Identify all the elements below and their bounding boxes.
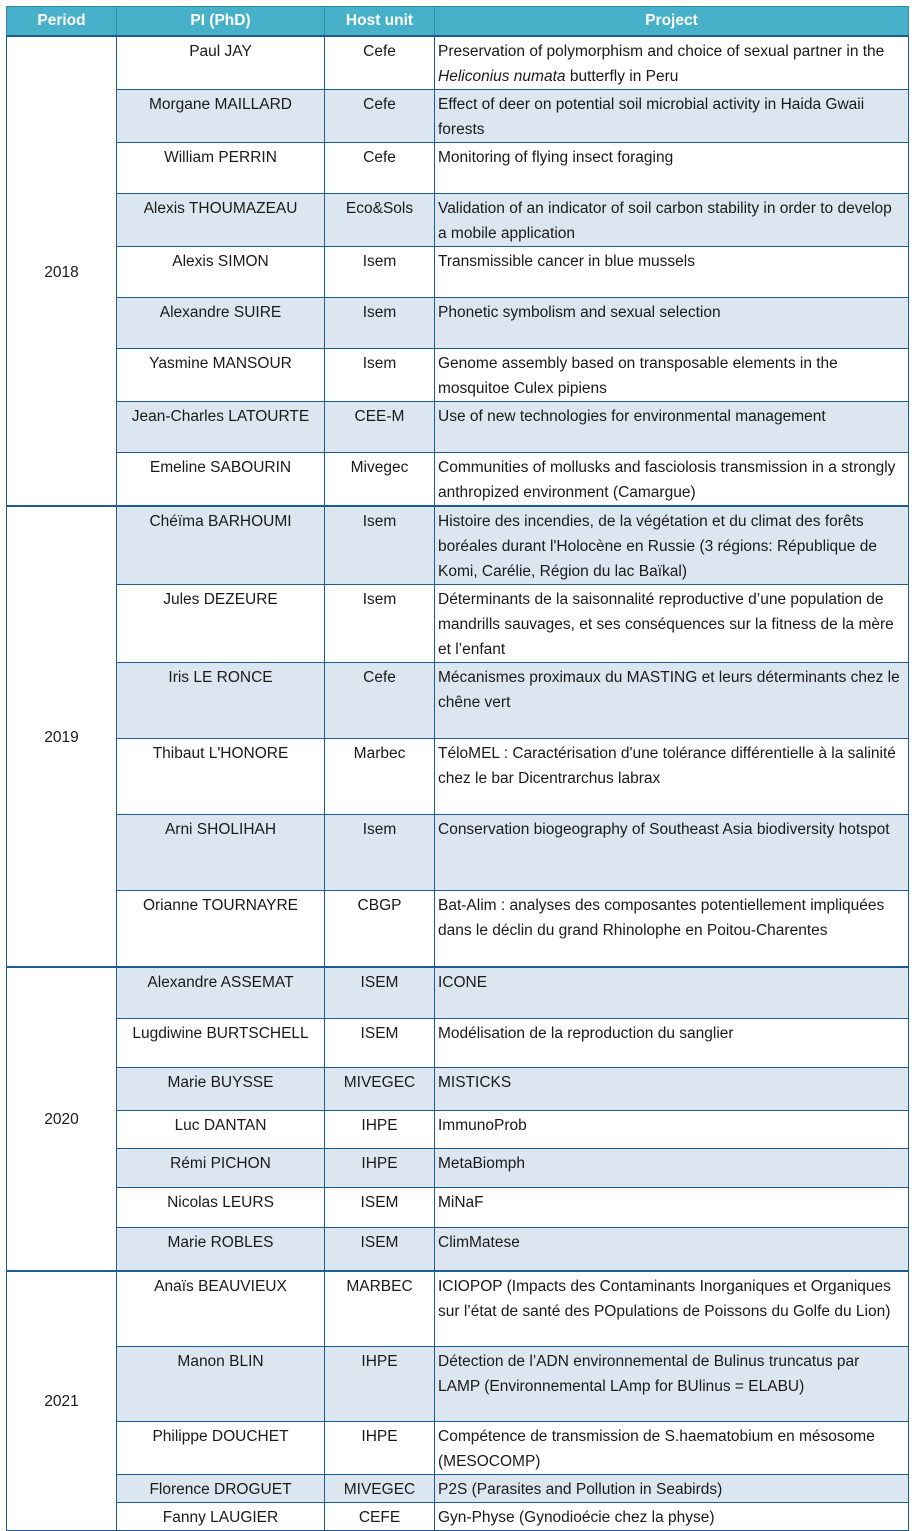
- project-cell: P2S (Parasites and Pollution in Seabirds): [435, 1475, 909, 1503]
- table-row: [7, 1019, 909, 1068]
- table-row: [7, 1271, 909, 1347]
- table-row: [7, 967, 909, 1019]
- table-row: [7, 453, 909, 507]
- host-unit-cell: CBGP: [325, 891, 435, 967]
- pi-cell: Jules DEZEURE: [117, 585, 325, 663]
- host-unit-cell: MIVEGEC: [325, 1475, 435, 1503]
- project-cell: ICONE: [435, 967, 909, 1019]
- table-row: [7, 298, 909, 349]
- host-unit-cell: MIVEGEC: [325, 1068, 435, 1111]
- table-row: [7, 1188, 909, 1228]
- table-row: [7, 1228, 909, 1271]
- project-cell: Monitoring of flying insect foraging: [435, 143, 909, 194]
- period-cell: 2020: [7, 967, 117, 1271]
- table-row: [7, 891, 909, 967]
- host-unit-cell: ISEM: [325, 967, 435, 1019]
- project-cell: Gyn-Physe (Gynodioécie chez la physe): [435, 1503, 909, 1531]
- pi-cell: Rémi PICHON: [117, 1149, 325, 1188]
- project-cell: Communities of mollusks and fasciolosis transmission in a strongly anthropized environment (Camargue): [435, 453, 909, 507]
- project-text: butterfly in Peru: [565, 68, 679, 85]
- pi-cell: Fanny LAUGIER: [117, 1503, 325, 1531]
- header-row: [7, 7, 909, 37]
- project-cell: Phonetic symbolism and sexual selection: [435, 298, 909, 349]
- header-project: Project: [435, 7, 909, 37]
- table-row: [7, 663, 909, 739]
- table-row: [7, 36, 909, 90]
- pi-cell: Alexandre SUIRE: [117, 298, 325, 349]
- project-cell: Conservation biogeography of Southeast Asia biodiversity hotspot: [435, 815, 909, 891]
- phd-projects-table: [6, 6, 909, 1531]
- project-cell: Compétence de transmission de S.haematobium en mésosome (MESOCOMP): [435, 1422, 909, 1475]
- pi-cell: Luc DANTAN: [117, 1111, 325, 1149]
- project-text: Preservation of polymorphism and choice of sexual partner in the: [438, 43, 885, 60]
- pi-cell: Orianne TOURNAYRE: [117, 891, 325, 967]
- pi-cell: Philippe DOUCHET: [117, 1422, 325, 1475]
- host-unit-cell: Isem: [325, 585, 435, 663]
- table-body: [7, 36, 909, 1531]
- header-host-unit: Host unit: [325, 7, 435, 37]
- pi-cell: Anaïs BEAUVIEUX: [117, 1271, 325, 1347]
- table-row: [7, 1475, 909, 1503]
- table-row: [7, 349, 909, 402]
- project-cell: Mécanismes proximaux du MASTING et leurs déterminants chez le chêne vert: [435, 663, 909, 739]
- header-period: Period: [7, 7, 117, 37]
- species-name: Heliconius numata: [438, 68, 566, 85]
- project-cell: Détection de l’ADN environnemental de Bulinus truncatus par LAMP (Environnemental LAmp for BUlinus = ELABU): [435, 1347, 909, 1422]
- period-cell: 2018: [7, 36, 117, 506]
- pi-cell: Paul JAY: [117, 36, 325, 90]
- project-cell: ClimMatese: [435, 1228, 909, 1271]
- table-row: [7, 1149, 909, 1188]
- host-unit-cell: IHPE: [325, 1347, 435, 1422]
- table-row: [7, 815, 909, 891]
- project-cell: TéloMEL : Caractérisation d'une tolérance différentielle à la salinité chez le bar Dicentrarchus labrax: [435, 739, 909, 815]
- project-cell: Validation of an indicator of soil carbon stability in order to develop a mobile application: [435, 194, 909, 247]
- host-unit-cell: Cefe: [325, 90, 435, 143]
- pi-cell: Thibaut L'HONORE: [117, 739, 325, 815]
- project-cell: Bat-Alim : analyses des composantes potentiellement impliquées dans le déclin du grand Rhinolophe en Poitou-Charentes: [435, 891, 909, 967]
- host-unit-cell: IHPE: [325, 1422, 435, 1475]
- project-cell: Déterminants de la saisonnalité reproductive d’une population de mandrills sauvages, et ses conséquences sur la fitness de la mère et l’enfant: [435, 585, 909, 663]
- pi-cell: Iris LE RONCE: [117, 663, 325, 739]
- host-unit-cell: Isem: [325, 247, 435, 298]
- pi-cell: Arni SHOLIHAH: [117, 815, 325, 891]
- table-row: [7, 402, 909, 453]
- project-cell: MetaBiomph: [435, 1149, 909, 1188]
- period-cell: 2019: [7, 506, 117, 967]
- pi-cell: Nicolas LEURS: [117, 1188, 325, 1228]
- pi-cell: Manon BLIN: [117, 1347, 325, 1422]
- project-cell: ImmunoProb: [435, 1111, 909, 1149]
- table-row: [7, 90, 909, 143]
- period-cell: 2021: [7, 1271, 117, 1531]
- host-unit-cell: Isem: [325, 815, 435, 891]
- table-row: [7, 1068, 909, 1111]
- pi-cell: Emeline SABOURIN: [117, 453, 325, 507]
- project-cell: [435, 36, 909, 90]
- host-unit-cell: ISEM: [325, 1188, 435, 1228]
- table-row: [7, 585, 909, 663]
- table-row: [7, 739, 909, 815]
- table-header: [7, 7, 909, 37]
- project-cell: MISTICKS: [435, 1068, 909, 1111]
- host-unit-cell: Isem: [325, 349, 435, 402]
- host-unit-cell: CEFE: [325, 1503, 435, 1531]
- table-row: [7, 143, 909, 194]
- pi-cell: William PERRIN: [117, 143, 325, 194]
- host-unit-cell: Eco&Sols: [325, 194, 435, 247]
- header-pi: PI (PhD): [117, 7, 325, 37]
- host-unit-cell: ISEM: [325, 1228, 435, 1271]
- host-unit-cell: Cefe: [325, 663, 435, 739]
- pi-cell: Florence DROGUET: [117, 1475, 325, 1503]
- pi-cell: Jean-Charles LATOURTE: [117, 402, 325, 453]
- project-cell: Genome assembly based on transposable elements in the mosquitoe Culex pipiens: [435, 349, 909, 402]
- host-unit-cell: ISEM: [325, 1019, 435, 1068]
- pi-cell: Chéïma BARHOUMI: [117, 506, 325, 585]
- pi-cell: Marie BUYSSE: [117, 1068, 325, 1111]
- table-row: [7, 1503, 909, 1531]
- host-unit-cell: Isem: [325, 298, 435, 349]
- pi-cell: Alexandre ASSEMAT: [117, 967, 325, 1019]
- table-row: [7, 1111, 909, 1149]
- project-cell: Use of new technologies for environmental management: [435, 402, 909, 453]
- project-cell: Effect of deer on potential soil microbial activity in Haida Gwaii forests: [435, 90, 909, 143]
- host-unit-cell: Cefe: [325, 36, 435, 90]
- host-unit-cell: Mivegec: [325, 453, 435, 507]
- table-row: [7, 506, 909, 585]
- host-unit-cell: Isem: [325, 506, 435, 585]
- table-row: [7, 247, 909, 298]
- table-row: [7, 1347, 909, 1422]
- project-cell: MiNaF: [435, 1188, 909, 1228]
- pi-cell: Marie ROBLES: [117, 1228, 325, 1271]
- pi-cell: Alexis THOUMAZEAU: [117, 194, 325, 247]
- project-cell: ICIOPOP (Impacts des Contaminants Inorganiques et Organiques sur l’état de santé des POpulations de Poissons du Golfe du Lion): [435, 1271, 909, 1347]
- pi-cell: Alexis SIMON: [117, 247, 325, 298]
- project-cell: Modélisation de la reproduction du sanglier: [435, 1019, 909, 1068]
- host-unit-cell: CEE-M: [325, 402, 435, 453]
- project-cell: Histoire des incendies, de la végétation et du climat des forêts boréales durant l'Holocène en Russie (3 régions: République de Komi, Carélie, Région du lac Baïkal): [435, 506, 909, 585]
- host-unit-cell: IHPE: [325, 1149, 435, 1188]
- pi-cell: Morgane MAILLARD: [117, 90, 325, 143]
- table-row: [7, 194, 909, 247]
- host-unit-cell: Cefe: [325, 143, 435, 194]
- pi-cell: Yasmine MANSOUR: [117, 349, 325, 402]
- pi-cell: Lugdiwine BURTSCHELL: [117, 1019, 325, 1068]
- host-unit-cell: IHPE: [325, 1111, 435, 1149]
- table-row: [7, 1422, 909, 1475]
- host-unit-cell: Marbec: [325, 739, 435, 815]
- host-unit-cell: MARBEC: [325, 1271, 435, 1347]
- project-cell: Transmissible cancer in blue mussels: [435, 247, 909, 298]
